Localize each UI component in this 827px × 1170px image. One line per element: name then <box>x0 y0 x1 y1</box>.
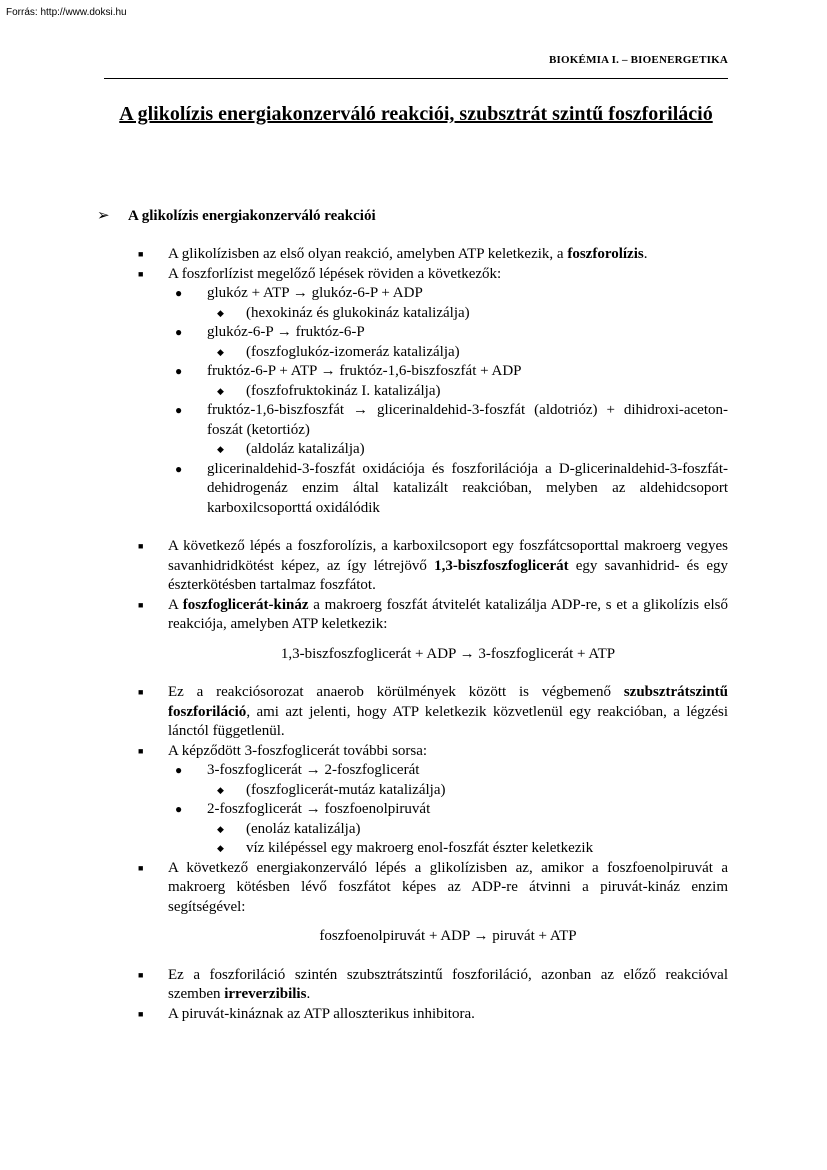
diamond-bullet-icon: ◆ <box>217 843 224 853</box>
round-bullet-icon: ● <box>175 364 183 378</box>
step-item: ● glicerinaldehid-3-foszfát oxidációja és foszforilációja a D-glicerinaldehid-3-foszfát-dehidrogenáz enzim által katalizált reakcióban, melyben az aldehidcsoport karboxilcsoporttá oxidálódik <box>175 460 728 516</box>
list-item: ■ A képződött 3-foszfoglicerát további sorsa: <box>138 742 728 762</box>
diamond-bullet-icon: ◆ <box>217 385 224 396</box>
list-item: ■ A következő lépés a foszforolízis, a karboxilcsoport egy foszfátcsoporttal makroerg vegyes savanhidridkötést képez, az így létrejövő 1,3-biszfoszfoglicerát egy savanhidrid- és egy észterkötésben tartalmaz foszfátot. <box>138 538 728 593</box>
square-bullet-icon: ■ <box>138 969 144 980</box>
step-item: ● glukóz-6-P → fruktóz-6-P <box>168 323 728 343</box>
list-item: ■ A következő energiakonzerváló lépés a glikolízisben az, amikor a foszfoenolpiruvát a makroerg kötésben lévő foszfátot képes az ADP-re átvinni a piruvát-kináz enzim segítségével: <box>138 859 728 915</box>
diamond-bullet-icon: ◆ <box>217 346 224 357</box>
round-bullet-icon: ● <box>175 763 183 777</box>
step-note: ◆ víz kilépéssel egy makroerg enol-foszfát észter keletkezik <box>168 839 728 859</box>
reaction-equation: 1,3-biszfoszfoglicerát + ADP → 3-foszfoglicerát + ATP <box>280 645 616 662</box>
section-heading-text: A glikolízis energiakonzerváló reakciói <box>128 208 376 224</box>
round-bullet-icon: ● <box>175 286 183 300</box>
page-title: A glikolízis energiakonzerváló reakciói, szubsztrát szintű foszforiláció <box>119 103 713 125</box>
step-item: ● 2-foszfoglicerát → foszfoenolpiruvát <box>168 800 728 820</box>
square-bullet-icon: ■ <box>138 862 144 873</box>
step-note: ◆ (foszfofruktokináz I. katalizálja) <box>168 382 728 402</box>
step-note: ◆ (foszfoglicerát-mutáz katalizálja) <box>168 781 728 801</box>
round-bullet-icon: ● <box>175 461 183 476</box>
diamond-bullet-icon: ◆ <box>217 307 224 318</box>
step-item: ● fruktóz-6-P + ATP → fruktóz-1,6-biszfoszfát + ADP <box>168 362 728 382</box>
document-body <box>138 245 728 1024</box>
list-item: ■ Ez a foszforiláció szintén szubsztrátszintű foszforiláció, azonban az előző reakcióval szemben irreverzibilis. <box>138 966 728 1002</box>
square-bullet-icon: ■ <box>138 687 144 697</box>
round-bullet-icon: ● <box>175 403 183 417</box>
step-note: ◆ (enoláz katalizálja) <box>168 820 728 840</box>
square-bullet-icon: ■ <box>138 1008 144 1019</box>
list-item: ■ A foszfoglicerát-kináz a makroerg foszfát átvitelét katalizálja ADP-re, s et a glikolízis első reakciója, amelyben ATP keletkezik: <box>138 596 728 632</box>
square-bullet-icon: ■ <box>138 599 144 610</box>
reaction-equation: foszfoenolpiruvát + ADP → piruvát + ATP <box>319 928 577 944</box>
square-bullet-icon: ■ <box>138 268 144 279</box>
list-item: ■ A glikolízisben az első olyan reakció, amelyben ATP keletkezik, a foszforolízis. <box>138 245 728 265</box>
step-item: ● 3-foszfoglicerát → 2-foszfoglicerát <box>168 761 728 781</box>
square-bullet-icon: ■ <box>138 249 144 259</box>
square-bullet-icon: ■ <box>138 541 144 551</box>
list-item: ■ A foszforlízist megelőző lépések röviden a következők: <box>138 265 728 285</box>
diamond-bullet-icon: ◆ <box>217 823 224 834</box>
square-bullet-icon: ■ <box>138 745 144 756</box>
arrow-bullet-icon: ➢ <box>97 208 110 224</box>
list-item: ■ A piruvát-kináznak az ATP alloszterikus inhibitora. <box>138 1005 728 1025</box>
step-note: ◆ (aldoláz katalizálja) <box>168 440 728 460</box>
running-header: BIOKÉMIA I. – BIOENERGETIKA <box>549 54 728 66</box>
step-note: ◆ (hexokináz és glukokináz katalizálja) <box>168 304 728 324</box>
list-item: ■ Ez a reakciósorozat anaerob körülmények között is végbemenő szubsztrátszintű foszforiláció, ami azt jelenti, hogy ATP keletkezik közvetlenül egy reakcióban, a légzési lánctól függetlenül. <box>138 684 728 739</box>
round-bullet-icon: ● <box>175 325 183 339</box>
step-item: ● glukóz + ATP → glukóz-6-P + ADP <box>168 284 728 304</box>
step-note: ◆ (foszfoglukóz-izomeráz katalizálja) <box>168 343 728 363</box>
section-heading <box>97 207 376 227</box>
header-divider <box>104 78 728 79</box>
round-bullet-icon: ● <box>175 802 183 816</box>
source-note: Forrás: http://www.doksi.hu <box>6 7 127 18</box>
diamond-bullet-icon: ◆ <box>217 784 224 795</box>
step-item: ● fruktóz-1,6-biszfoszfát → glicerinaldehid-3-foszfát (aldotrióz) + dihidroxi-aceton-foszát (ketortióz) <box>175 402 728 438</box>
diamond-bullet-icon: ◆ <box>217 444 224 454</box>
